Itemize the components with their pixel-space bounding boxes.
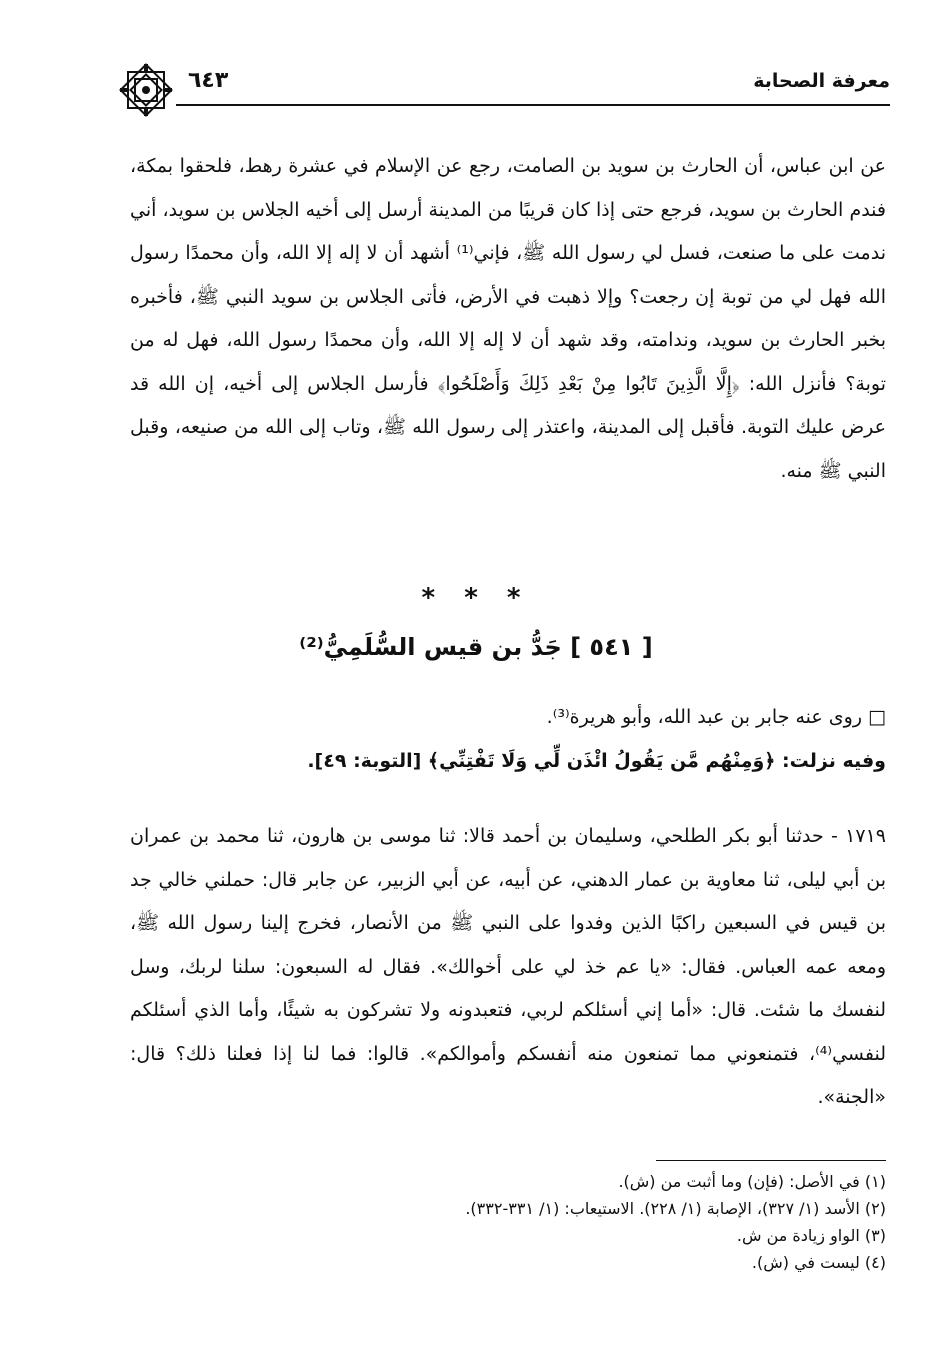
- header-rule: [176, 104, 890, 106]
- footnotes: [130, 1168, 886, 1276]
- paragraph-1: [130, 145, 886, 493]
- running-title: معرفة الصحابة: [753, 70, 890, 92]
- footnote-4: (٤) ليست في (ش).: [751, 1253, 886, 1272]
- hadith-1719-text: ١٧١٩ - حدثنا أبو بكر الطلحي، وسليمان بن أحمد قالا: ثنا موسى بن هارون، ثنا محمد بن عمران بن أبي ليلى، ثنا معاوية بن عمار الدهني، عن أبيه، عن أبي الزبير، عن جابر قال: حملني خالي جد بن قيس في السبعين راكبًا الذين وفدوا على النبي ﷺ من الأنصار، فخرج إلينا رسول الله ﷺ، ومعه عمه العباس. فقال: «يا عم خذ لي على أخوالك». فقال له السبعون: سلنا لربك، وسل لنفسك ما شئت. قال: «أما إني أسئلكم لربي، فتعبدونه ولا تشركون به شيئًا، وأما الذي أسئلكم لنفسي⁽⁴⁾، فتمنعوني مما تمنعون منه أنفسكم وأموالكم». قالوا: فما لنا إذا فعلنا ذلك؟ قال: «الجنة».: [130, 825, 886, 1108]
- footnote-1: (١) في الأصل: (فإن) وما أثبت من (ش).: [618, 1172, 886, 1191]
- page-number: ٦٤٣: [188, 68, 229, 93]
- narrators-line: □ روى عنه جابر بن عبد الله، وأبو هريرة⁽³⁾.: [546, 706, 886, 728]
- footnote-2: (٢) الأسد (١/ ٣٢٧)، الإصابة (١/ ٢٢٨). الاستيعاب: (١/ ٣٣١-٣٣٢).: [465, 1199, 886, 1218]
- footnote-3: (٣) الواو زيادة من ش.: [736, 1226, 886, 1245]
- paragraph-1-text: عن ابن عباس، أن الحارث بن سويد بن الصامت، رجع عن الإسلام في عشرة رهط، فلحقوا بمكة، فندم الحارث بن سويد، فرجع حتى إذا كان قريبًا من المدينة أرسل إلى أخيه الجلاس بن سويد، أني ندمت على ما صنعت، فسل لي رسول الله ﷺ، فإني⁽¹⁾ أشهد أن لا إله إلا الله، وأن محمدًا رسول الله فهل لي من توبة إن رجعت؟ وإلا ذهبت في الأرض، فأتى الجلاس بن سويد النبي ﷺ، فأخبره بخبر الحارث بن سويد، وندامته، وقد شهد أن لا إله إلا الله، وأن محمدًا رسول الله، فهل له من توبة؟ فأنزل الله: ﴿إِلَّا الَّذِينَ تَابُوا مِنْ بَعْدِ ذَلِكَ وَأَصْلَحُوا﴾ فأرسل الجلاس إلى أخيه، إن الله قد عرض عليك التوبة. فأقبل إلى المدينة، واعتذر إلى رسول الله ﷺ، وتاب إلى الله من صنيعه، وقبل النبي ﷺ منه.: [130, 155, 886, 482]
- page-header: [118, 62, 890, 118]
- entry-intro: [130, 696, 886, 783]
- section-separator: * * *: [421, 583, 531, 613]
- footnote-rule: [656, 1160, 886, 1161]
- revelation-line: وفيه نزلت: ﴿وَمِنْهُم مَّن يَقُولُ ائْذَن لِّي وَلَا تَفْتِنِّي﴾ [التوبة: ٤٩].: [307, 749, 886, 772]
- eight-point-star-ornament-icon: [118, 62, 174, 118]
- entry-title: [ ٥٤١ ] جَدُّ بن قيس السُّلَمِيُّ⁽²⁾: [299, 633, 653, 661]
- hadith-1719: [130, 815, 886, 1120]
